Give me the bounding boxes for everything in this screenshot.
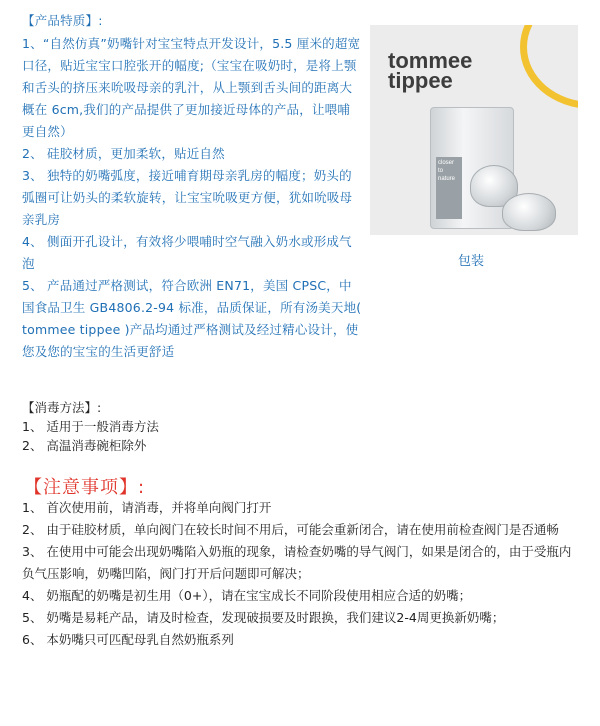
- disinfection-section: [22, 398, 159, 455]
- brand-logo-line1: tommee: [388, 48, 473, 73]
- brand-arc-decoration: [520, 25, 578, 109]
- package-caption: 包装: [458, 254, 485, 269]
- disinfection-item-1: 1、 适用于一般消毒方法: [22, 419, 159, 434]
- note-item-1: 1、 首次使用前，请消毒，并将单向阀门打开: [22, 500, 272, 515]
- features-heading: 【产品特质】:: [22, 13, 103, 28]
- nipple-image-2: [502, 193, 556, 231]
- brand-logo: [388, 48, 473, 93]
- product-features-section: [22, 10, 362, 363]
- note-item-4: 4、 奶瓶配的奶嘴是初生用（0+），请在宝宝成长不同阶段使用相应合适的奶嘴；: [22, 588, 472, 603]
- feature-item-4: 4、 侧面开孔设计，有效将少喂哺时空气融入奶水或形成气泡: [22, 234, 352, 271]
- disinfection-heading: 【消毒方法】:: [22, 400, 102, 415]
- notes-section: [22, 497, 582, 651]
- note-item-6: 6、 本奶嘴只可匹配母乳自然奶瓶系列: [22, 632, 234, 647]
- feature-item-2: 2、 硅胶材质，更加柔软，贴近自然: [22, 146, 225, 161]
- notes-heading: 【注意事项】:: [24, 477, 146, 498]
- note-item-3: 3、 在使用中可能会出现奶嘴陷入奶瓶的现象，请检查奶嘴的导气阀门，如果是闭合的，由于受瓶内负气压影响，奶嘴凹陷，阀门打开后问题即可解决；: [22, 544, 572, 581]
- disinfection-item-2: 2、 高温消毒碗柜除外: [22, 438, 147, 453]
- feature-item-5: 5、 产品通过严格测试，符合欧洲 EN71，美国 CPSC，中国食品卫生 GB4806.2-94 标准，品质保证，所有汤美天地( tommee tippee )产品均通过严格测试及经过精心设计，使您及您的宝宝的生活更舒适: [22, 278, 362, 359]
- note-item-5: 5、 奶嘴是易耗产品，请及时检查，发现破损要及时跟换，我们建议2-4周更换新奶嘴；: [22, 610, 505, 625]
- package-label: closer to nature: [436, 157, 462, 219]
- feature-item-3: 3、 独特的奶嘴弧度，接近哺育期母亲乳房的幅度；奶头的弧圈可让奶头的柔软旋转，让宝宝吮吸更方便，犹如吮吸母亲乳房: [22, 168, 353, 227]
- note-item-2: 2、 由于硅胶材质，单向阀门在较长时间不用后，可能会重新闭合，请在使用前检查阀门是否通畅: [22, 522, 559, 537]
- feature-item-1: 1、“自然仿真”奶嘴针对宝宝特点开发设计，5.5 厘米的超宽口径，贴近宝宝口腔张开的幅度;（宝宝在吸奶时，是将上颚和舌头的挤压来吮吸母亲的乳汁，从上颚到舌头间的距离大概在 6cm,我们的产品提供了更加接近母体的产品，让喂哺更自然）: [22, 36, 361, 139]
- product-package-image: [370, 25, 578, 235]
- brand-logo-line2: tippee: [388, 68, 453, 93]
